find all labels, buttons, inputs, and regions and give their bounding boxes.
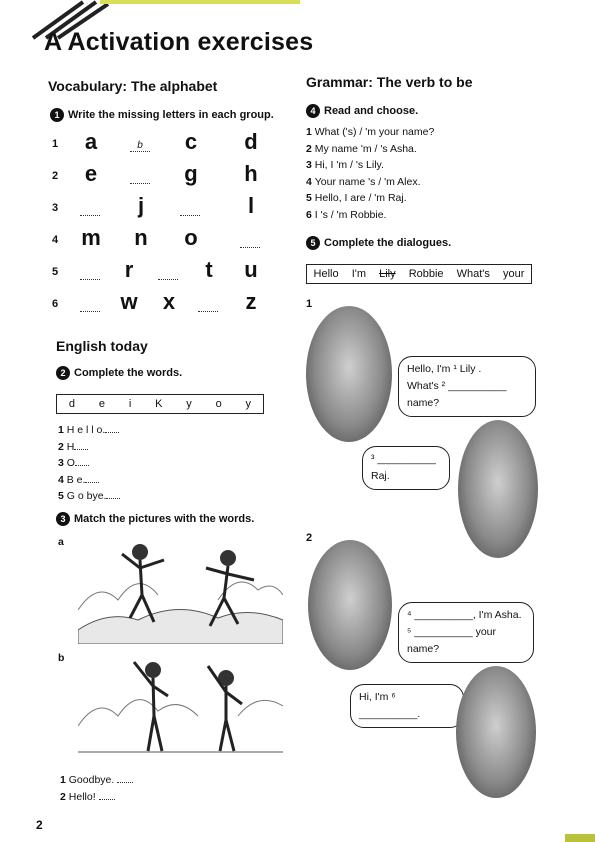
word-bank-word: Robbie (408, 268, 444, 280)
alphabet-row-number: 2 (52, 170, 59, 182)
ex4-items (306, 124, 434, 223)
alphabet-cell-blank (74, 258, 108, 282)
ex2-item[interactable] (58, 488, 120, 505)
picture-a-label: a (58, 536, 64, 548)
answer-blank[interactable] (74, 449, 88, 450)
picture-b-illustration (78, 656, 283, 760)
letters-box (56, 394, 264, 414)
letter-blank[interactable] (80, 215, 100, 216)
ex4-item-number: 2 (306, 142, 315, 155)
letter-blank[interactable] (180, 215, 200, 216)
ex2-item-number: 2 (58, 440, 67, 453)
dialogue-1-label: 1 (306, 298, 313, 310)
letter-tile: o (215, 398, 222, 410)
speech-bubble-1 (398, 356, 536, 417)
letter-blank[interactable] (240, 247, 260, 248)
word-bank-word: Lily (379, 268, 396, 280)
ex2-item-number: 1 (58, 424, 67, 436)
alphabet-row-6 (52, 290, 272, 314)
photo-boy-robbie (456, 666, 536, 798)
ex4-item-text: Your name 's / 'm Alex. (314, 175, 421, 188)
ex3-instruction (56, 512, 254, 526)
alphabet-letter: o (184, 225, 198, 250)
answer-blank[interactable] (85, 482, 99, 483)
letter-tile: d (68, 398, 76, 410)
letter-blank[interactable] (130, 183, 150, 184)
ex4-number: 4 (306, 104, 320, 118)
ex2-instruction-text: Complete the words. (74, 367, 183, 379)
ex3-item-text: Hello! (68, 790, 99, 803)
answer-blank[interactable] (105, 432, 119, 433)
ex3-item (60, 772, 133, 789)
ex3-item-number: 2 (60, 790, 69, 803)
ex4-item[interactable] (306, 141, 434, 158)
ex2-instruction (56, 366, 182, 380)
picture-a-illustration (78, 540, 283, 644)
letter-blank[interactable] (158, 279, 178, 280)
alphabet-cell-blank (234, 226, 268, 250)
photo-girl-lily (306, 306, 392, 442)
ex4-item-number: 3 (306, 159, 315, 171)
ex2-item[interactable] (58, 472, 120, 489)
ex2-item[interactable] (58, 422, 120, 439)
photo-girl-asha (308, 540, 392, 670)
ex5-number: 5 (306, 236, 320, 250)
ex4-item-text: My name 'm / 's Asha. (314, 142, 417, 155)
alphabet-row-4 (52, 226, 272, 250)
alphabet-letter: x (162, 289, 176, 314)
alphabet-letter: r (124, 257, 134, 282)
ex2-item-text: O (66, 457, 75, 469)
header-accent-bar (100, 0, 300, 4)
answer-blank[interactable] (117, 782, 133, 783)
alphabet-letter: h (244, 161, 258, 186)
photo-boy-raj (458, 420, 538, 558)
bubble-1-line-2: What's ² __________ name? (407, 380, 507, 409)
ex3-instruction-text: Match the pictures with the words. (74, 513, 255, 525)
ex2-items (58, 422, 120, 505)
alphabet-letter: a (84, 129, 98, 154)
ex2-item-number: 5 (58, 490, 67, 502)
ex4-item-text: I 's / 'm Robbie. (314, 208, 387, 221)
ex4-item-text: What ('s) / 'm your name? (314, 126, 435, 138)
ex5-instruction (306, 236, 451, 250)
ex4-item[interactable] (306, 190, 434, 207)
ex3-item (60, 789, 133, 806)
ex4-item-number: 5 (306, 192, 315, 204)
alphabet-cell-blank (152, 258, 186, 282)
alphabet-row-number: 3 (52, 202, 59, 214)
word-bank-word: Hello (313, 268, 339, 280)
alphabet-cell-blank (192, 290, 226, 314)
ex2-item-text: H e l l o. (66, 424, 106, 436)
speech-bubble-2 (362, 446, 450, 490)
ex2-item-text: H (66, 440, 75, 453)
ex1-instruction (50, 108, 274, 122)
answer-blank[interactable] (75, 465, 89, 466)
ex4-item[interactable] (306, 207, 434, 224)
letter-tile: y (186, 398, 192, 410)
letter-blank[interactable] (80, 311, 100, 312)
ex4-item-number: 6 (306, 208, 315, 221)
ex4-item[interactable] (306, 174, 434, 191)
vocab-heading: Vocabulary: The alphabet (48, 78, 218, 94)
alphabet-row-2 (52, 162, 272, 186)
ex4-item[interactable] (306, 157, 434, 174)
alphabet-row-number: 1 (52, 138, 59, 150)
word-bank-word: your (502, 268, 525, 280)
speech-bubble-4 (350, 684, 464, 728)
ex4-item[interactable] (306, 124, 434, 141)
letter-tile: K (155, 398, 163, 410)
alphabet-letter: w (120, 289, 138, 314)
alphabet-letter: j (137, 193, 145, 218)
ex2-item-text: B e. (66, 473, 86, 486)
ex4-instruction-text: Read and choose. (324, 105, 419, 117)
ex3-item-text: Goodbye. (68, 774, 118, 786)
ex2-item-text: G o bye. (66, 490, 107, 502)
letter-tile: y (245, 398, 252, 410)
ex4-instruction (306, 104, 418, 118)
ex2-number: 2 (56, 366, 70, 380)
letter-tile: e (98, 398, 105, 410)
alphabet-letter: d (244, 129, 258, 154)
letter-tile: i (128, 398, 132, 410)
alphabet-letter: t (205, 257, 213, 282)
ex2-item[interactable] (58, 455, 120, 472)
letter-blank[interactable] (198, 311, 218, 312)
grammar-heading: Grammar: The verb to be (306, 74, 473, 90)
answer-blank[interactable] (99, 799, 115, 800)
ex3-item-number: 1 (60, 774, 69, 786)
alphabet-row-1 (52, 130, 272, 154)
bubble-2-line-1: ³ __________ Raj. (371, 453, 436, 482)
alphabet-letter: z (245, 289, 257, 314)
alphabet-letter: u (244, 257, 258, 282)
letter-blank[interactable] (80, 279, 100, 280)
picture-b-label: b (58, 652, 65, 664)
alphabet-letter: l (247, 193, 255, 218)
footer-accent-bar (565, 834, 595, 842)
ex3-number: 3 (56, 512, 70, 526)
dialogue-2-label: 2 (306, 532, 313, 544)
alphabet-letter: m (81, 225, 101, 250)
ex4-item-text: Hi, I 'm / 's Lily. (314, 159, 384, 171)
ex4-item-number: 1 (306, 126, 315, 138)
bubble-4-line-1: Hi, I'm ⁶ __________. (359, 691, 421, 720)
ex2-item-number: 3 (58, 457, 67, 469)
page-number: 2 (36, 818, 43, 832)
alphabet-letter: e (84, 161, 98, 186)
english-today-heading: English today (56, 338, 148, 354)
speech-bubble-3 (398, 602, 534, 663)
ex5-instruction-text: Complete the dialogues. (324, 237, 452, 249)
alphabet-cell-blank (124, 130, 158, 154)
bubble-3-line-1: ⁴ __________, I'm Asha. (407, 609, 522, 621)
alphabet-row-number: 6 (52, 298, 59, 310)
answer-blank[interactable] (106, 498, 120, 499)
bubble-3-line-2: ⁵ __________ your name? (407, 626, 497, 655)
alphabet-cell-blank (74, 194, 108, 218)
alphabet-row-number: 5 (52, 266, 59, 278)
ex2-item-number: 4 (58, 473, 67, 486)
alphabet-row-5 (52, 258, 272, 282)
ex3-items (60, 772, 133, 805)
alphabet-letter: g (184, 161, 198, 186)
bubble-1-line-1: Hello, I'm ¹ Lily . (407, 363, 482, 375)
ex4-item-text: Hello, I are / 'm Raj. (314, 192, 407, 204)
word-bank-word: I'm (351, 268, 367, 280)
ex1-number: 1 (50, 108, 64, 122)
alphabet-cell-blank (74, 290, 108, 314)
alphabet-row-number: 4 (52, 234, 59, 246)
alphabet-cell-blank (124, 162, 158, 186)
ex1-instruction-text: Write the missing letters in each group. (68, 109, 274, 121)
word-bank-word: What's (456, 268, 490, 280)
alphabet-letter: n (134, 225, 148, 250)
letter-blank[interactable]: b (130, 140, 150, 152)
ex2-item[interactable] (58, 439, 120, 456)
page-title: A Activation exercises (44, 28, 314, 56)
ex4-item-number: 4 (306, 175, 315, 188)
word-bank (306, 264, 532, 284)
alphabet-letter: c (184, 129, 198, 154)
alphabet-cell-blank (174, 194, 208, 218)
alphabet-row-3 (52, 194, 272, 218)
